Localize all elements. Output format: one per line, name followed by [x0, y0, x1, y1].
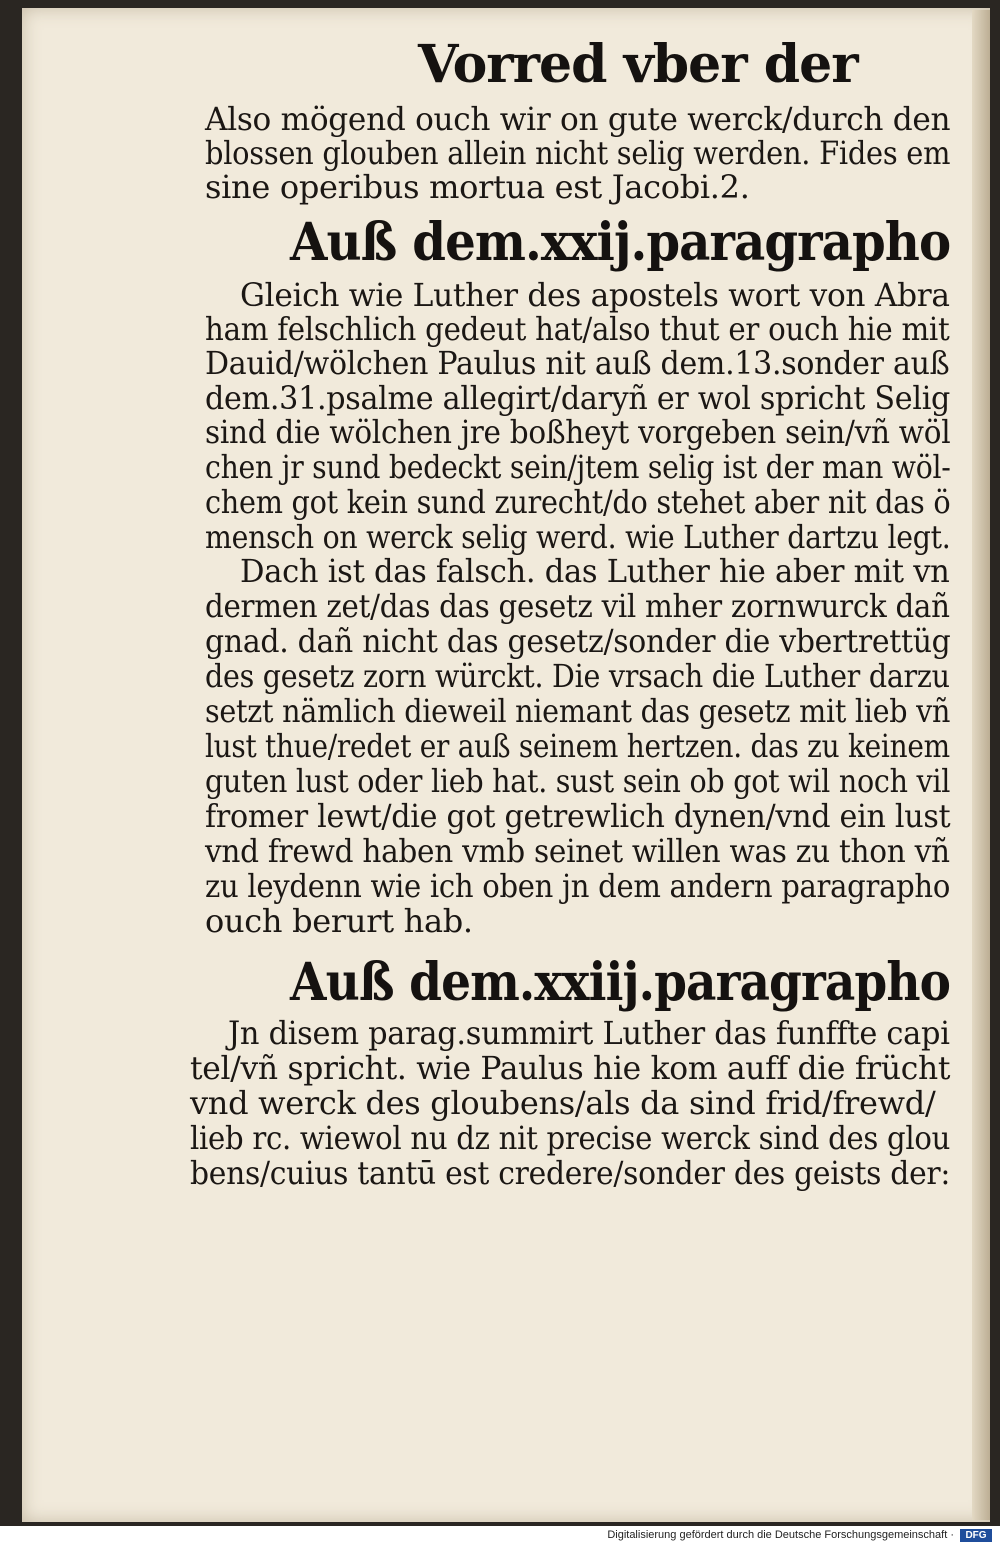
text-line: chem got kein sund zurecht/do stehet aber nit das ö [205, 483, 951, 521]
text-line: chen jr sund bedeckt sein/jtem selig ist der man wöl- [205, 448, 951, 486]
dfg-logo[interactable]: DFG [960, 1529, 992, 1542]
text-line: vnd frewd haben vmb seinet willen was zu thon vñ [205, 832, 950, 870]
text-line: guten lust oder lieb hat. sust sein ob got wil noch vil [205, 762, 951, 800]
text-line: des gesetz zorn würckt. Die vrsach die Luther darzu [205, 657, 950, 695]
text-line: fromer lewt/die got getrewlich dynen/vnd ein lust [205, 797, 951, 835]
section-heading: Auß dem.xxij.paragrapho [290, 212, 951, 273]
text-line: setzt nämlich dieweil niemant das gesetz mit lieb vñ [205, 692, 951, 730]
text-line: lieb rc. wiewol nu dz nit precise werck sind des glou [190, 1119, 951, 1157]
text-line: Also mögend ouch wir on gute werck/durch den [205, 100, 951, 138]
funding-credit: Digitalisierung gefördert durch die Deutsche Forschungsgemeinschaft · [607, 1529, 954, 1541]
text-line: Dach ist das falsch. das Luther hie aber mit vn [240, 552, 950, 590]
text-line: mensch on werck selig werd. wie Luther dartzu legt. [205, 518, 951, 556]
text-line: Gleich wie Luther des apostels wort von Abra [240, 276, 950, 314]
text-line: sine operibus mortua est Jacobi.2. [205, 168, 750, 206]
text-line: tel/vñ spricht. wie Paulus hie kom auff die frücht [190, 1049, 951, 1087]
page-edge [972, 10, 990, 1520]
text-line: dermen zet/das das gesetz vil mher zornwurck dañ [205, 587, 950, 625]
text-line: gnad. dañ nicht das gesetz/sonder die vbertrettüg [205, 622, 951, 660]
text-line: bens/cuius tantū est credere/sonder des geists der: [190, 1154, 951, 1192]
text-line: lust thue/redet er auß seinem hertzen. das zu keinem [205, 727, 950, 765]
text-line: vnd werck des gloubens/als da sind frid/frewd/ [190, 1084, 936, 1122]
text-line: ouch berurt hab. [205, 902, 473, 940]
text-line: sind die wölchen jre boßheyt vorgeben sein/vñ wöl [205, 413, 951, 451]
text-line: blossen glouben allein nicht selig werden. Fides em [205, 134, 951, 172]
section-heading: Auß dem.xxiij.paragrapho [290, 952, 951, 1013]
text-line: Dauid/wölchen Paulus nit auß dem.13.sonder auß [205, 344, 950, 382]
text-line: zu leydenn wie ich oben jn dem andern paragrapho [205, 867, 951, 905]
text-line: Jn disem parag.summirt Luther das funffte capi [228, 1014, 950, 1052]
text-line: ham felschlich gedeut hat/also thut er ouch hie mit [205, 310, 950, 348]
text-line: dem.31.psalme allegirt/daryñ er wol spricht Selig [205, 379, 951, 417]
running-head: Vorred vber der [418, 34, 858, 95]
